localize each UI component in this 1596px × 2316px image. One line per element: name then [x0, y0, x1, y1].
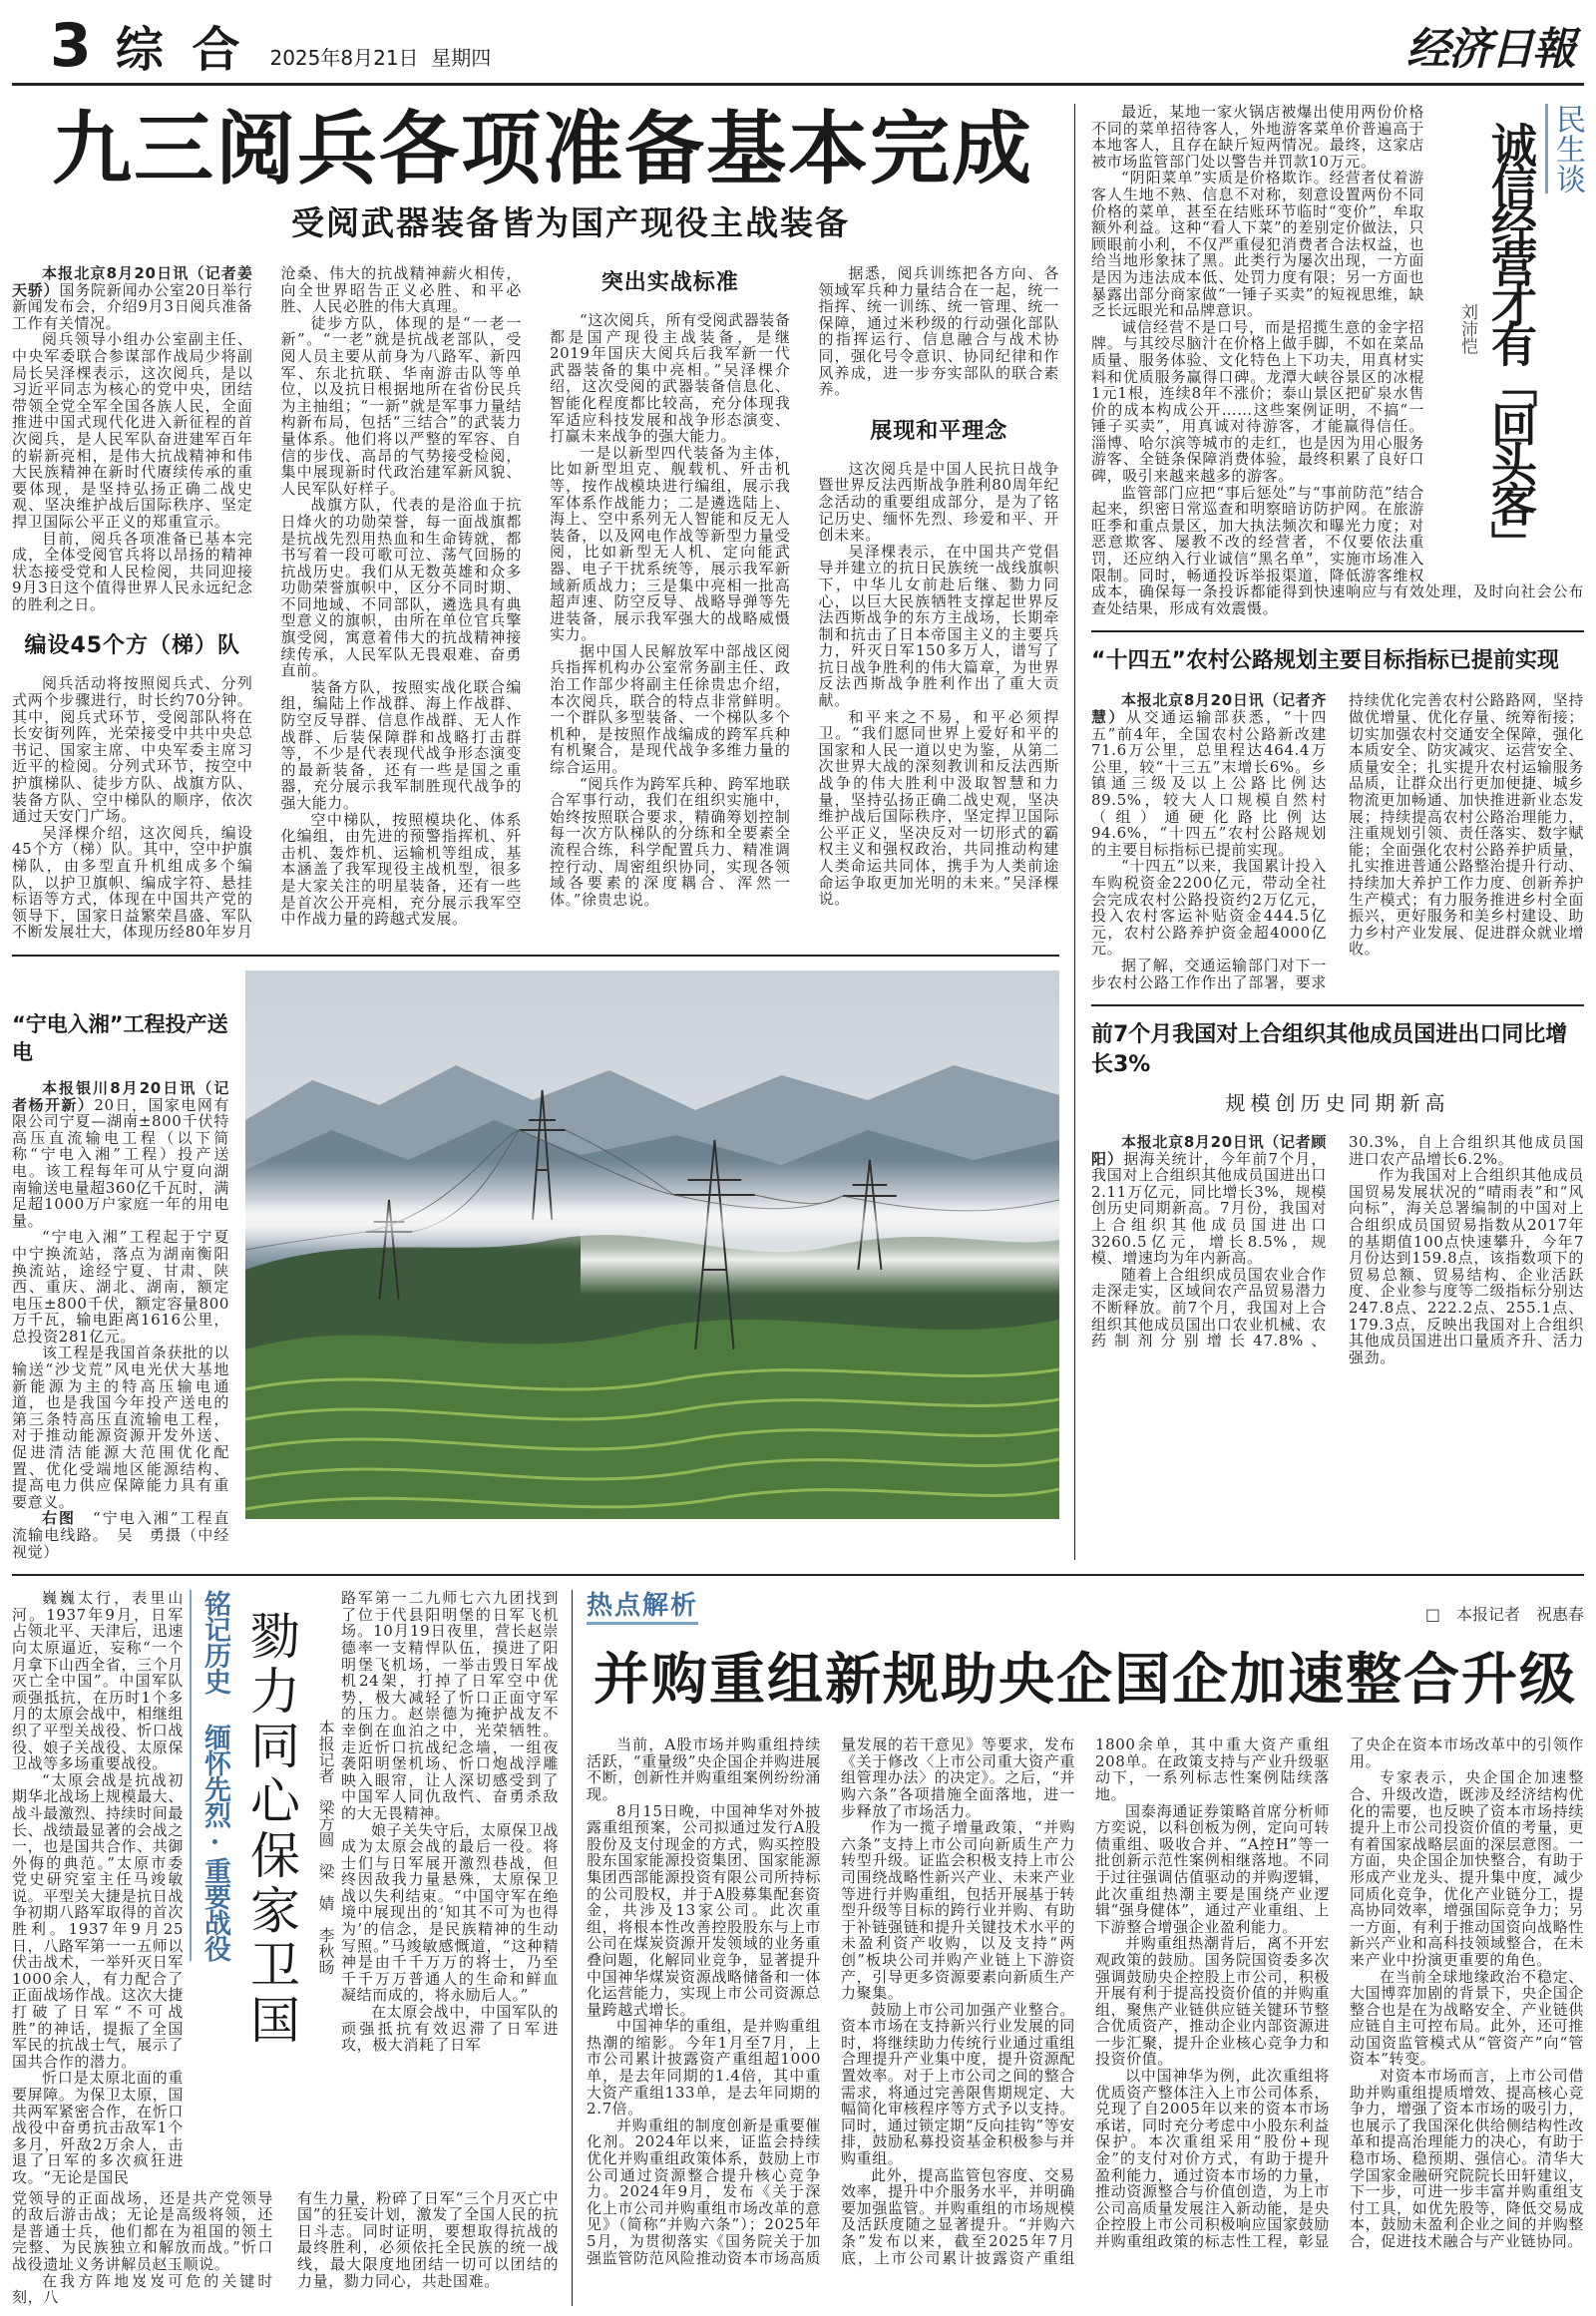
paragraph — [1350, 1969, 1584, 2069]
sco-trade-subheadline: 规模创历史同期新高 — [1225, 1091, 1450, 1116]
paragraph — [12, 1345, 229, 1510]
paragraph-text: 作为我国对上合组织其他成员国贸易发展状况的“晴雨表”和“风向标”，海关总署编制的中国对上合组织成员国贸易指数从2017年的基期值100点快速攀升，今年7月份达到159.8点，该指数项下的贸易总额、贸易结构、企业活跃度、企业参与度等二级指标分别达247.8点、222.2点、255.1点、179.3点，反映出我国对上合组织其他成员国进出口量质齐升、活力强劲。 — [1349, 1166, 1584, 1366]
paragraph-text: 党领导的正面战场，还是共产党领导的敌后游击战；无论是高级将领，还是普通士兵，他们都在为祖国的领土完整、为民族独立和解放而战。”忻口战役遗址义务讲解员赵玉顺说。 — [12, 2188, 273, 2273]
paragraph — [12, 2273, 273, 2306]
paragraph — [819, 461, 1060, 544]
hot-topic — [587, 1590, 1584, 2306]
dateline: 本报北京8月20日讯（记者顾阳） — [1091, 1133, 1327, 1168]
paragraph-text: 并购重组的制度创新是重要催化剂。2024年以来，证监会持续优化并购重组政策体系，鼓励上市公司通过资源整合提升核心竞争力。2024年9月，发布《关于深化上市公司并购重组市场改革的意见》（简称“并购六条”）；2025年5月，为贯彻落实《国务院关于加强监管防范风险推动资本市场高质量发展的若干意见》等要求，发布《关于修改〈上市公司重大资产重组管理办法〉的决定》。之后，“并购六条”各项措施全面落地，进一步释放了市场活力。 — [587, 1736, 1075, 2267]
paragraph-text: 此外，提高监管包容度、交易效率，提升中介服务水平，并明确要加强监管。并购重组的市场规模及活跃度随之显著提升。“并购六条”发布以来，截至2025年7月底，上市公司累计披露资产重组1800余单，其中重大资产重组208单。在政策支持与产业升级驱动下，一系列标志性案例陆续落地。 — [841, 1736, 1330, 2267]
paragraph-text: 一是以新型四代装备为主体，比如新型坦克、舰载机、歼击机等，按作战模块进行编组，展示我军体系作战能力；二是遴选陆上、海上、空中系列无人智能和反无人装备，以及网电作战等新型力量受阅，比如新型无人机、定向能武器、电子干扰系统等，展示我军新域新质战力；三是集中亮相一批高超声速、防空反导、战略导弹等先进装备，展示我军强大的战略威慑实力。 — [550, 443, 791, 644]
hot-topic-label: 热点解析 — [587, 1590, 698, 1625]
paragraph — [1091, 692, 1327, 858]
power-line-photo — [245, 970, 1059, 1519]
paragraph-text: 空中梯队，按照模块化、体系化编组，由先进的预警指挥机、歼击机、轰炸机、运输机等组成，基本涵盖了我军现役主战机型，很多是大家关注的明星装备，还有一些是首次公开亮相，充分展示我军空中作战力量的跨越式发展。 — [280, 810, 522, 929]
paragraph — [297, 2190, 559, 2290]
paragraph-text: 在太原会战中，中国军队的顽强抵抗有效迟滞了日军进攻，极大消耗了日军 — [341, 2003, 559, 2055]
battle-feature-author: 本报记者 梁方圆 梁 婧 李秋旸 — [316, 1720, 335, 1976]
paragraph — [819, 265, 1060, 398]
hot-topic-byline: □ 本报记者 祝惠春 — [1424, 1605, 1584, 1625]
power-project — [12, 970, 1059, 1560]
paragraph-text: 吴泽棵表示，在中国共产党倡导并建立的抗日民族统一战线旗帜下，中华儿女前赴后继、勠力同心，以巨大民族牺牲支撑起世界反法西斯战争的东方主战场，长期牵制和抗击了日本帝国主义的主要兵力，歼灭日军150多万人，谱写了抗日战争胜利的伟大篇章，为世界反法西斯战争胜利作出了重大贡献。 — [818, 542, 1059, 710]
paragraph — [550, 643, 791, 776]
paragraph — [12, 675, 253, 824]
date: 2025年8月21日 — [269, 46, 419, 70]
paragraph-text: 目前，阅兵各项准备已基本完成，全体受阅官兵将以昂扬的精神状态接受党和人民检阅，共同迎接9月3日这个值得世界人民永远纪念的胜利之日。 — [12, 529, 253, 613]
section-name: 综 合 — [115, 22, 246, 78]
paragraph-text: 在我方阵地岌岌可危的关键时刻，八 — [12, 2271, 273, 2307]
power-project-body — [12, 1080, 229, 1560]
paragraph-text: 徒步方队，体现的是“一老一新”。“一老”就是抗战老部队，受阅人员主要从前身为八路军、新四军、东北抗联、华南游击队等单位，以及抗日根据地所在省份民兵为主抽组；“一新”就是军事力量结构新布局，包括“三结合”的武装力量体系。他们将以严整的军容、自信的步伐、高昂的气势接受检阅，集中展现新时代政治建军新风貌、人民军队好样子。 — [280, 313, 522, 498]
paragraph-text: 以中国神华为例，此次重组将优质资产整体注入上市公司体系，兑现了自2005年以来的资本市场承诺，同时充分考虑中小股东利益保护。本次重组采用“股份+现金”的支付对价方式，有助于提升盈利能力，通过资本市场的力量，推动资源整合与价值创造，为上市公司高质量发展注入新动能，是央企控股上市公司积极响应国家鼓励并购重组政策的标志性工程，彰显了央企在资本市场改革中的引领作用。 — [1095, 1736, 1584, 2250]
dateline: 本报北京8月20日讯（记者齐慧） — [1091, 691, 1327, 726]
paragraph — [1350, 1769, 1584, 1968]
right-area — [1091, 104, 1584, 1560]
paragraph — [819, 709, 1060, 908]
paragraph — [12, 1229, 229, 1345]
rural-roads-body — [1091, 692, 1584, 990]
paragraph-text: 路军第一二九师七六九团找到了位于代县阳明堡的日军飞机场。10月19日夜里，营长赵崇德率一支精悍队伍，摸进了阳明堡飞机场，一举击毁日军战机24架，打掉了日军空中优势，极大减轻了忻口正面守军的压力。赵崇德为掩护战友不幸倒在血泊之中，光荣牺牲。走近忻口抗战纪念墙，一组夜袭阳明堡机场、忻口炮战浮雕映入眼帘，让人深切感受到了中国军人同仇敌忾、奋勇杀敌的大无畏精神。 — [341, 1589, 559, 1822]
battle-feature-title: 勠力同心保家卫国 — [242, 1610, 300, 2050]
dateline: 本报银川8月20日讯（记者杨开新） — [12, 1078, 229, 1114]
lead-headline: 九三阅兵各项准备基本完成 — [52, 103, 1033, 195]
paragraph — [841, 2002, 1075, 2167]
commentary-rule — [1091, 630, 1584, 632]
paragraph-text: 在当前全球地缘政治不稳定、大国博弈加剧的背景下，央企国企整合也是在为战略安全、产业链供应链自主可控布局。此外，还可推动国资监管模式从“管资产”向“管资本”转变。 — [1350, 1967, 1584, 2069]
page-number: 3 — [50, 11, 92, 81]
paragraph — [281, 315, 523, 498]
paragraph-text: “阅兵作为跨军兵种、跨军地联合军事行动，我们在组织实施中，始终按照联合要求，精确筹划控制每一次方队梯队的分练和全要素全流程合练，科学配置兵力、精准调控行动、周密组织协同，实现各领域各要素的深度耦合、浑然一体。”徐贵忠说。 — [550, 774, 791, 909]
paragraph-text: 对资本市场而言，上市公司借助并购重组提质增效、提高核心竞争力，增强了资本市场的吸引力，也展示了我国深化供给侧结构性改革和提高治理能力的决心，有助于稳市场、稳预期、强信心。清华大学国家金融研究院院长田轩建议，下一步，可进一步丰富并购重组支付工具，如优先股等，降低交易成本，鼓励未盈利企业之间的并购整合，促进技术融合与产业链协同。 — [1350, 2067, 1584, 2250]
battle-feature-block-4 — [297, 2190, 559, 2306]
paragraph — [12, 1510, 229, 1560]
paragraph — [587, 1737, 821, 1802]
paragraph — [550, 312, 791, 445]
paragraph — [12, 2070, 184, 2185]
paragraph-text: “宁电入湘”工程起于宁夏中宁换流站，落点为湖南衡阳换流站，途经宁夏、甘肃、陕西、重庆、湖北、湖南，额定电压±800千伏，额定容量800万千瓦，输电距离1616公里，总投资281亿元。 — [12, 1228, 229, 1346]
paragraph-text: 据悉，阅兵训练把各方向、各领域军兵种力量结合在一起，统一指挥、统一训练、统一管理、统一保障，通过米秒级的行动强化部队的指挥运行、信息融合与战术协同，强化号令意识、协同纪律和作风养成，进一步夯实部队的联合素养。 — [818, 264, 1059, 399]
paragraph-text: “太原会战是抗战初期华北战场上规模最大、战斗最激烈、持续时间最长、战绩最显著的会战之一，也是国共合作、共御外侮的典范。”太原市委党史研究室主任马竣敏说。平型关大捷是抗日战争初期八路军取得的首次胜利。1937年9月25日，八路军第一一五师以伏击战术，一举歼灭日军1000余人，有力配合了正面战场作战。这次大捷打破了日军“不可战胜”的神话，提振了全国军民的抗战士气，展示了国共合作的潜力。 — [12, 1770, 184, 2071]
paragraph-text: 诚信经营不是口号，而是招揽生意的金字招牌。与其绞尽脑汁在价格上做手脚，不如在菜品质量、服务体验、文化特色上下功夫，用真材实料和优质服务赢得口碑。龙潭大峡谷景区的冰棍1元1根，连续8年不涨价；泰山景区把矿泉水售价的成本构成公开……这些案例证明，不搞“一锤子买卖”，用真诚对待游客，才能赢得信任。淄博、哈尔滨等城市的走红，也是因为用心服务游客、全链条保障消费体验，最终积累了良好口碑，吸引来越来越多的游客。 — [1091, 317, 1424, 486]
paragraph — [1095, 1803, 1330, 1936]
paragraph-text: “宁电入湘”工程直流输电线路。 吴 勇摄（中经视觉） — [12, 1509, 229, 1561]
lead-subheadline: 受阅武器装备皆为国产现役主战装备 — [291, 203, 850, 242]
paragraph — [341, 1822, 559, 2005]
battle-feature — [12, 1590, 559, 2306]
commentary-title: 诚信经营才有「回头客」 — [1484, 122, 1538, 561]
paragraph-text: 阅兵领导小组办公室副主任、中央军委联合参谋部作战局少将副局长吴泽棵表示，这次阅兵，是以习近平同志为核心的党中央，团结带领全党全军全国各族人民，全面推进中国式现代化进入新征程的首次阅兵，是人民军队奋进建军百年的崭新亮相，是伟大抗战精神和伟大民族精神在新时代赓续传承的重要体现，是坚持弘扬正确二战史观、坚决维护战后国际秩序、坚定捍卫国际公平正义的郑重宣示。 — [12, 330, 253, 531]
section-subheading: 突出实战标准 — [600, 270, 739, 295]
paragraph-text: 国泰海通证券策略首席分析师方奕说，以科创板为例，定向可转债重组、吸收合并、“A控H”等一批创新示范性案例相继落地。不同于过往强调估值驱动的并购逻辑，此次重组热潮主要是围绕产业逻辑“强身健体”，通过产业重组、上下游整合增强企业盈利能力。 — [1095, 1801, 1330, 1936]
paragraph — [1091, 1134, 1327, 1267]
paragraph-text: 中国神华的重组，是并购重组热潮的缩影。今年1月至7月，上市公司累计披露资产重组超1000单，是去年同期的1.4倍，其中重大资产重组133单，是去年同期的2.7倍。 — [587, 2017, 821, 2119]
paragraph — [281, 497, 523, 679]
series-label: 铭记历史 缅怀先烈·重要战役 — [190, 1590, 229, 1961]
lead-story-body — [12, 265, 1059, 941]
paragraph — [1350, 2068, 1584, 2250]
paragraph — [1349, 1167, 1584, 1365]
paragraph-text: 随着上合组织成员国农业合作走深走实，区域间农产品贸易潜力不断释放。前7个月，我国对上合组织其他成员国出口农业机械、农药制剂分别增长47.8%、30.3%，自上合组织其他成员国进口农产品增长6.2%。 — [1091, 1133, 1584, 1351]
power-project-headline: “宁电入湘”工程投产送电 — [12, 1011, 228, 1064]
sco-trade-headline: 前7个月我国对上合组织其他成员国进出口同比增长3% — [1091, 1022, 1568, 1078]
paragraph — [12, 531, 253, 613]
paragraph — [550, 445, 791, 643]
paragraph — [281, 679, 523, 812]
battle-feature-block-1 — [12, 1590, 184, 2185]
paragraph — [587, 2018, 821, 2118]
paragraph-text: 据了解，交通运输部门对下一步农村公路工作作出了部署，要求持续优化完善农村公路路网，坚持做优增量、优化存量、统筹衔接；切实加强农村交通安全保障，强化本质安全、防灾减灾、运营安全、质量安全；扎实提升农村运输服务品质，让群众出行更加便捷、城乡物流更加畅通、加快推进新业态发展；持续提高农村公路治理能力，注重规划引领、责任落实、数字赋能；全面强化农村公路养护质量，扎实推进普通公路整治提升行动、持续加大养护工作力度、创新养护生产模式；有力服务推进乡村全面振兴，更好服务和美乡村建设、助力乡村产业发展、促进群众就业增收。 — [1091, 691, 1584, 991]
paragraph — [12, 1590, 184, 1772]
paragraph-text: 鼓励上市公司加强产业整合。资本市场在支持新兴行业发展的同时，将继续助力传统行业通过重组合理提升产业集中度，提升资源配置效率。对于上市公司之间的整合需求，将通过完善限售期规定、大幅简化审核程序等方式予以支持。同时，通过锁定期“反向挂钩”等安排，鼓励私募投资基金积极参与并购重组。 — [841, 2000, 1075, 2168]
paragraph — [12, 331, 253, 530]
paragraph-text: 这次阅兵是中国人民抗日战争暨世界反法西斯战争胜利80周年纪念活动的重要组成部分，是为了铭记历史、缅怀先烈、珍爱和平、开创未来。 — [818, 459, 1059, 545]
left-area — [12, 104, 1059, 1560]
paragraph — [1095, 1935, 1330, 2068]
paragraph — [12, 1080, 229, 1229]
paragraph — [819, 544, 1060, 709]
paragraph-text: 战旗方队，代表的是浴血于抗日烽火的功勋荣誉，每一面战旗都是抗战先烈用热血和生命铸就，都书写着一段可歌可泣、荡气回肠的抗战历史。我们从无数英雄和众多功勋荣誉旗帜中，区分不同时期、不同地域、不同部队，遴选具有典型意义的旗帜，由所在单位官兵擎旗受阅，寓意着伟大的抗战精神接续传承，人民军队无畏艰难、奋勇直前。 — [280, 496, 522, 680]
weekday: 星期四 — [431, 46, 492, 70]
battle-feature-block-2 — [12, 2190, 273, 2306]
paragraph — [587, 1803, 821, 2019]
paragraph-text: “这次阅兵，所有受阅武器装备都是国产现役主战装备，是继2019年国庆大阅兵后我军新一代武器装备的集中亮相。”吴泽棵介绍，这次受阅的武器装备信息化、智能化程度都比较高，充分体现我军适应科技发展和战争形态演变、打赢未来战争的强大能力。 — [550, 311, 791, 446]
paragraph-text: 监管部门应把“事后惩处”与“事前防范”结合起来，织密日常巡查和明察暗访防护网。在旅游旺季和重点景区，加大执法频次和曝光力度；对恶意欺客、屡教不改的经营者，不仅要依法重罚，还应纳入行业诚信“黑名单”，实施市场准入限制。同时，畅通投诉举报渠道，降低游客维权成本，确保每一条投诉都能得到快速响应与有效处理，及时向社会公布查处结果，形成有效震慑。 — [1091, 483, 1584, 617]
issue-date — [269, 42, 491, 77]
mountain-pylons-image — [245, 970, 1059, 1519]
paragraph-text: 该工程是我国首条获批的以输送“沙戈荒”风电光伏大基地新能源为主的特高压输电通道，也是我国今年投产送电的第三条特高压直流输电工程，对于推动能源资源开发外送、促进清洁能源大范围优化配置、优化受端地区能源结构、提高电力供应保障能力具有重要意义。 — [12, 1344, 229, 1511]
paragraph — [341, 2004, 559, 2054]
newspaper-logo: 经济日報 — [1406, 24, 1574, 75]
commentary-author: 刘沛恺 — [1457, 303, 1477, 354]
top-section — [12, 104, 1584, 1560]
paragraph — [841, 1819, 1075, 2002]
commentary — [1091, 104, 1584, 616]
paragraph-text: 当前，A股市场并购重组持续活跃，“重量级”央企国企并购进展不断，创新性并购重组案例纷纷涌现。 — [587, 1736, 821, 1803]
paragraph-text: 忻口是太原北面的重要屏障。为保卫太原，国共两军紧密合作，在忻口战役中奋勇抗击敌军1个多月，歼敌2万余人，击退了日军的多次疯狂进攻。“无论是国民 — [12, 2069, 184, 2186]
rural-roads-rule — [1091, 1004, 1584, 1006]
paragraph-text: 阅兵活动将按照阅兵式、分列式两个步骤进行，时长约70分钟。其中，阅兵式环节，受阅部队将在长安街列阵，光荣接受中共中央总书记、国家主席、中央军委主席习近平的检阅。分列式环节，按空中护旗梯队、徒步方队、战旗方队、装备方队、空中梯队的顺序，依次通过天安门广场。 — [12, 674, 253, 826]
masthead — [12, 0, 1584, 86]
paragraph — [1091, 858, 1327, 958]
paragraph-text: 作为一揽子增量政策，“并购六条”支持上市公司向新质生产力转型升级。证监会积极支持上市公司围绕战略性新兴产业、未来产业等进行并购重组，包括开展基于转型升级等目标的跨行业并购、有助于补链强链和提升关键技术水平的未盈利资产收购，以及支持“两创”板块公司并购产业链上下游资产，引导更多资源要素向新质生产力聚集。 — [841, 1818, 1075, 2003]
bottom-section-rule — [12, 1574, 1584, 1576]
section-rule — [12, 955, 1059, 957]
section-subheading: 编设45个方（梯）队 — [24, 633, 241, 659]
paragraph-text: 20日，国家电网有限公司宁夏—湖南±800千伏特高压直流输电工程（以下简称“宁电入湘”工程）投产送电。该工程每年可从宁夏向湖南输送电量超360亿千瓦时，满足超1000万户家庭一年的用电量。 — [12, 1095, 229, 1230]
paragraph-text: 从交通运输部获悉，“十四五”前4年，全国农村公路新改建71.6万公里，总里程达464.4万公里，较“十三五”末增长6%。乡镇通三级及以上公路比例达89.5%，较大人口规模自然村（组）通硬化路比例达94.6%，“十四五”农村公路规划的主要目标指标已提前实现。 — [1091, 708, 1328, 859]
sco-trade-body — [1091, 1134, 1584, 1365]
paragraph-text: 和平来之不易，和平必须捍卫。“我们愿同世界上爱好和平的国家和人民一道以史为鉴，从第二次世界大战的深刻教训和反法西斯战争的伟大胜利中汲取智慧和力量，坚持弘扬正确二战史观，坚决维护战后国际秩序，坚定捍卫国际公平正义，坚决反对一切形式的霸权主义和强权政治，共同推动构建人类命运共同体，携手为人类前途命运争取更加光明的未来。”吴泽棵说。 — [818, 707, 1059, 909]
paragraph-text: 专家表示，央企国企加速整合、升级改造，既涉及经济结构优化的需要，也反映了资本市场持续提升上市公司投资价值的考量，更有着国家战略层面的深层意图。一方面，央企国企加快整合，有助于形成产业龙头、提升集中度，减少同质化竞争，优化产业链分工，提高协同效率，增强国际竞争力；另一方面，有利于推动国资向战略性新兴产业和高科技领域整合，在未来产业中扮演更重要的角色。 — [1350, 1768, 1584, 1969]
paragraph-text: 并购重组热潮背后，离不开宏观政策的鼓励。国务院国资委多次强调鼓励央企控股上市公司，积极开展有利于提高投资价值的并购重组，聚焦产业链供应链关键环节整合优质资产，推动企业内部资源进一步汇聚，提升企业核心竞争力和投资价值。 — [1095, 1934, 1330, 2069]
paragraph — [341, 1590, 559, 1821]
paragraph-text: 国务院新闻办公室20日举行新闻发布会，介绍9月3日阅兵准备工作有关情况。 — [12, 280, 253, 332]
dateline: 本报北京8月20日讯（记者姜天骄） — [12, 264, 253, 299]
paragraph — [281, 812, 523, 928]
paragraph-text: 有生力量，粉碎了日军“三个月灭亡中国”的狂妄计划，激发了全国人民的抗日斗志。同时证明，要想取得抗战的最终胜利，必须依托全民族的统一战线，最大限度地团结一切可以团结的力量，勠力同心，共赴国难。 — [297, 2188, 559, 2290]
bottom-section — [12, 1590, 1584, 2306]
paragraph-text: “十四五”以来，我国累计投入车购税资金2200亿元，带动全社会完成农村公路投资约2万亿元，投入农村客运补贴资金444.5亿元，农村公路养护资金超4000亿元。 — [1091, 857, 1327, 959]
rural-roads-headline: “十四五”农村公路规划主要目标指标已提前实现 — [1091, 648, 1559, 674]
commentary-title-block — [1434, 104, 1584, 582]
hot-topic-headline: 并购重组新规助央企国企加速整合升级 — [594, 1647, 1577, 1714]
column-label: 民生谈 — [1545, 104, 1584, 193]
paragraph-text: 据海关统计，今年前7个月，我国对上合组织其他成员国进出口2.11万亿元，同比增长3%，规模创历史同期新高。7月份，我国对上合组织其他成员国进出口3260.5亿元，增长8.5%，规模、增速均为年内新高。 — [1091, 1149, 1327, 1268]
paragraph — [12, 1772, 184, 2071]
paragraph-text: 最近，某地一家火锅店被爆出使用两份价格不同的菜单招待客人，外地游客菜单价普遍高于本地客人，且存在缺斤短两情况。最终，这家店被市场监管部门处以警告并罚款10万元。 — [1091, 103, 1424, 171]
section-subheading: 展现和平理念 — [870, 418, 1008, 444]
paragraph-text: “阴阳菜单”实质是价格欺诈。经营者仗着游客人生地不熟、信息不对称，刻意设置两份不同价格的菜单，甚至在结账环节临时“变价”，牟取额外利益。这种“看人下菜”的差别定价做法，只顾眼前小利，不仅严重侵犯消费者合法权益，也给当地形象抹了黑。此类行为屡次出现，一方面是因为违法成本低、处罚力度有限；另一方面也暴露出部分商家做“一锤子买卖”的短视思维，缺乏长远眼光和品牌意识。 — [1091, 169, 1424, 320]
paragraph-text: 装备方队，按照实战化联合编组，编陆上作战群、海上作战群、防空反导群、信息作战群、无人作战群、后装保障群和战略打击群等，不少是代表现代战争形态演变的最新装备，还有一些是国之重器，充分展示我军制胜现代战争的强大能力。 — [280, 677, 522, 812]
paragraph-text: 吴泽棵介绍，这次阅兵，编设45个方（梯）队。其中，空中护旗梯队，由多型直升机组成多个编队，以护卫旗帜、编成字符、悬挂标语等方式，体现在中国共产党的领导下，国家日益繁荣昌盛、军队不断发展壮大，体现历经80年岁月沧桑、伟大的抗战精神薪火相传，向全世界昭告正义必胜、和平必胜、人民必胜的伟大真理。 — [12, 264, 522, 942]
paragraph — [550, 776, 791, 909]
paragraph-text: 8月15日晚，中国神华对外披露重组预案，公司拟通过发行A股股份及支付现金的方式，购买控股股东国家能源投资集团、国家能源集团西部能源投资有限公司所持标的公司股权，并于A股募集配套资金，共涉及13家公司。此次重组，将根本性改善控股股东与上市公司在煤炭资源开发领域的业务重叠问题，化解同业竞争，显著提升中国神华煤炭资源战略储备和一体化运营能力，实现上市公司资源总量跨越式增长。 — [587, 1801, 821, 2019]
dateline: 右图 — [42, 1509, 94, 1528]
paragraph-text: 巍巍太行，表里山河。1937年9月，日军占领北平、天津后，迅速向太原逼近，妄称“一个月拿下山西全省，三个月灭亡全中国”。中国军队顽强抵抗，在历时1个多月的太原会战中，相继组织了平型关战役、忻口战役、娘子关战役、太原保卫战等多场重要战役。 — [12, 1589, 184, 1773]
paragraph-text: 娘子关失守后，太原保卫战成为太原会战的最后一役。将士们与日军展开激烈巷战，但终因敌我力量悬殊，太原保卫战以失利结束。“中国守军在绝境中展现出的‘知其不可为也得为’的信念，是民族精神的生动写照。”马竣敏感慨道，“这种精神是由千千万万的将士，乃至千千万万普通人的生命和鲜血凝结而成的，将永励后人。” — [341, 1820, 559, 2005]
paragraph — [12, 265, 253, 331]
paragraph-text: 据中国人民解放军中部战区阅兵指挥机构办公室常务副主任、政治工作部少将副主任徐贵忠介绍，本次阅兵，联合的特点非常鲜明。一个群队多型装备、一个梯队多个机种，是按照作战编成的跨军兵种有机聚合，是现代战争多维力量的综合运用。 — [550, 641, 791, 777]
paragraph — [12, 2190, 273, 2273]
battle-feature-block-3 — [341, 1590, 559, 2054]
hot-topic-body — [587, 1737, 1584, 2266]
